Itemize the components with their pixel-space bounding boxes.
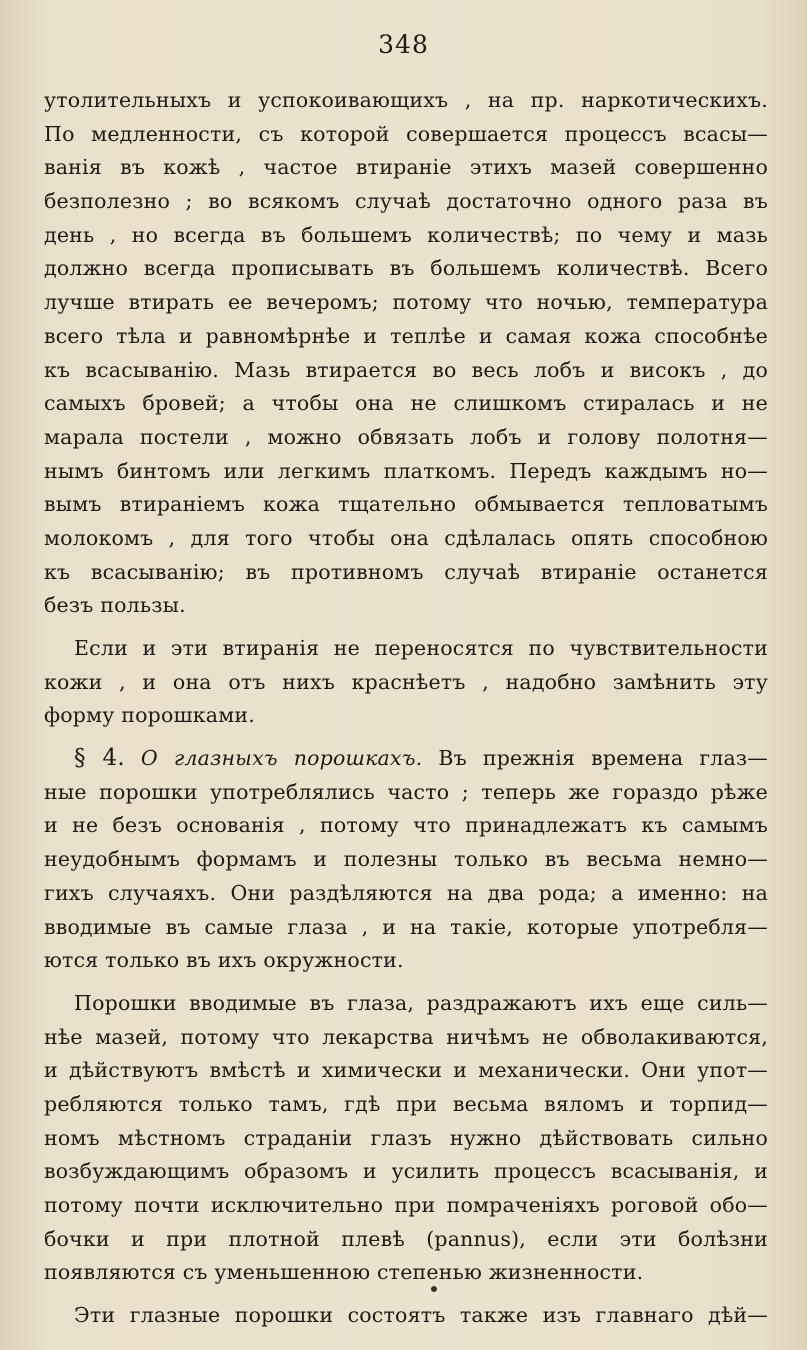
text-line: бочки и при плотной плевѣ (pannus), если эти болѣзни <box>44 1226 768 1251</box>
text-line: потому почти исключительно при помраченіяхъ роговой обо— <box>44 1193 768 1217</box>
text-line: утолительныхъ и успокоивающихъ , на пр. наркотическихъ. <box>44 88 768 112</box>
text-line: къ всасыванію. Мазь втирается во весь лобъ и високъ , до <box>44 357 768 382</box>
text-line: безполезно ; во всякомъ случаѣ достаточно одного раза въ <box>44 189 768 214</box>
text-line: молокомъ , для того чтобы она сдѣлалась опять способною <box>44 525 768 550</box>
text-line: ные порошки употреблялись часто ; теперь же гораздо рѣже <box>44 779 768 804</box>
text-line: вводимые въ самые глаза , и на такіе, которые употребля— <box>44 914 768 939</box>
footer-dot-mark <box>431 1286 437 1292</box>
text-line: вымъ втираніемъ кожа тщательно обмывается тепловатымъ <box>44 492 768 517</box>
text-line: Если и эти втиранія не переносятся по чувствительности <box>74 636 768 660</box>
page-number: 348 <box>378 30 429 59</box>
text-line: кожи , и она отъ нихъ краснѣетъ , надобно замѣнить эту <box>44 669 768 694</box>
section-title: О глазныхъ порошкахъ. <box>140 746 423 771</box>
text-line: и не безъ основанія , потому что принадлежатъ къ самымъ <box>44 813 768 838</box>
text-line: къ всасыванію; въ противномъ случаѣ втираніе останется <box>44 559 768 584</box>
text-line: должно всегда прописывать въ большемъ количествѣ. Всего <box>44 256 768 281</box>
text-line: день , но всегда въ большемъ количествѣ; по чему и мазь <box>44 222 768 247</box>
text-line: По медленности, съ которой совершается процессъ всасы— <box>44 121 768 146</box>
section-heading-line <box>44 742 768 776</box>
text-line: форму порошками. <box>44 703 255 728</box>
text-line: номъ мѣстномъ страданіи глазъ нужно дѣйствовать сильно <box>44 1125 768 1150</box>
body-text <box>44 84 768 1333</box>
text-line: ребляются только тамъ, гдѣ при весьма вяломъ и торпид— <box>44 1091 768 1116</box>
text-line: и дѣйствуютъ вмѣстѣ и химически и механически. Они упот— <box>44 1058 768 1083</box>
text-line: Въ прежнія времена глаз— <box>438 746 768 771</box>
text-line: безъ пользы. <box>44 593 186 618</box>
text-line: нымъ бинтомъ или легкимъ платкомъ. Передъ каждымъ но— <box>44 458 768 483</box>
text-line: марала постели , можно обвязать лобъ и голову полотня— <box>44 424 768 449</box>
text-line: Порошки вводимые въ глаза, раздражаютъ ихъ еще силь— <box>74 990 768 1015</box>
text-line: самыхъ бровей; а чтобы она не слишкомъ стиралась и не <box>44 391 768 416</box>
text-line: всего тѣла и равномѣрнѣе и теплѣе и самая кожа способнѣе <box>44 323 768 348</box>
text-line: неудобнымъ формамъ и полезны только въ весьма немно— <box>44 847 768 872</box>
text-line: ванія въ кожѣ , частое втираніе этихъ мазей совершенно <box>44 155 768 180</box>
text-line: Эти глазные порошки состоятъ также изъ главнаго дѣй— <box>74 1303 768 1328</box>
text-line: ются только въ ихъ окружности. <box>44 948 404 973</box>
text-line: появляются съ уменьшенною степенью жизненности. <box>44 1260 644 1285</box>
text-line: лучше втирать ее вечеромъ; потому что ночью, температура <box>44 290 768 315</box>
text-line: гихъ случаяхъ. Они раздѣляются на два рода; а именно: на <box>44 880 768 905</box>
text-line: нѣе мазей, потому что лекарства ничѣмъ не обволакиваются, <box>44 1024 768 1049</box>
text-line: возбуждающимъ образомъ и усилить процессъ всасыванія, и <box>44 1159 768 1184</box>
section-number: § 4. <box>74 745 125 772</box>
